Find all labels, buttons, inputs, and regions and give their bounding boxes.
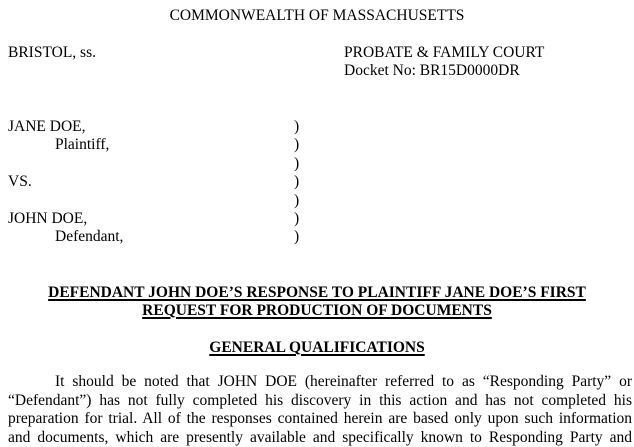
court-name: PROBATE & FAMILY COURT [344, 44, 545, 61]
caption-paren: ) [294, 192, 300, 209]
docket-number: Docket No: BR15D0000DR [344, 62, 520, 79]
caption-paren: ) [294, 155, 300, 172]
qualifications-paragraph [8, 373, 632, 447]
versus-label: VS. [8, 173, 32, 190]
state-heading: COMMONWEALTH OF MASSACHUSETTS [169, 7, 465, 24]
paragraph-line: It should be noted that JOHN DOE (hereinafter referred to as “Responding Party” or [55, 373, 632, 390]
plaintiff-name: JANE DOE, [8, 118, 86, 135]
paragraph-line: and documents, which are presently available and specifically known to Responding Party and [8, 428, 632, 446]
caption-paren: ) [294, 118, 300, 135]
plaintiff-role: Plaintiff, [55, 136, 110, 153]
document-title-line1: DEFENDANT JOHN DOE’S RESPONSE TO PLAINTIFF JANE DOE’S FIRST [48, 284, 586, 301]
caption-paren: ) [294, 173, 300, 190]
caption-paren: ) [294, 136, 300, 153]
defendant-role: Defendant, [55, 228, 124, 245]
caption-paren: ) [294, 210, 300, 227]
section-heading: GENERAL QUALIFICATIONS [209, 339, 425, 356]
paragraph-line: “Defendant”) has not fully completed his discovery in this action and has not completed his [8, 391, 632, 409]
paragraph-line: preparation for trial. All of the responses contained herein are based only upon such information [8, 410, 632, 428]
defendant-name: JOHN DOE, [8, 210, 88, 227]
document-title-line2: REQUEST FOR PRODUCTION OF DOCUMENTS [142, 302, 492, 319]
caption-paren: ) [294, 228, 300, 245]
county-label: BRISTOL, ss. [8, 44, 96, 61]
